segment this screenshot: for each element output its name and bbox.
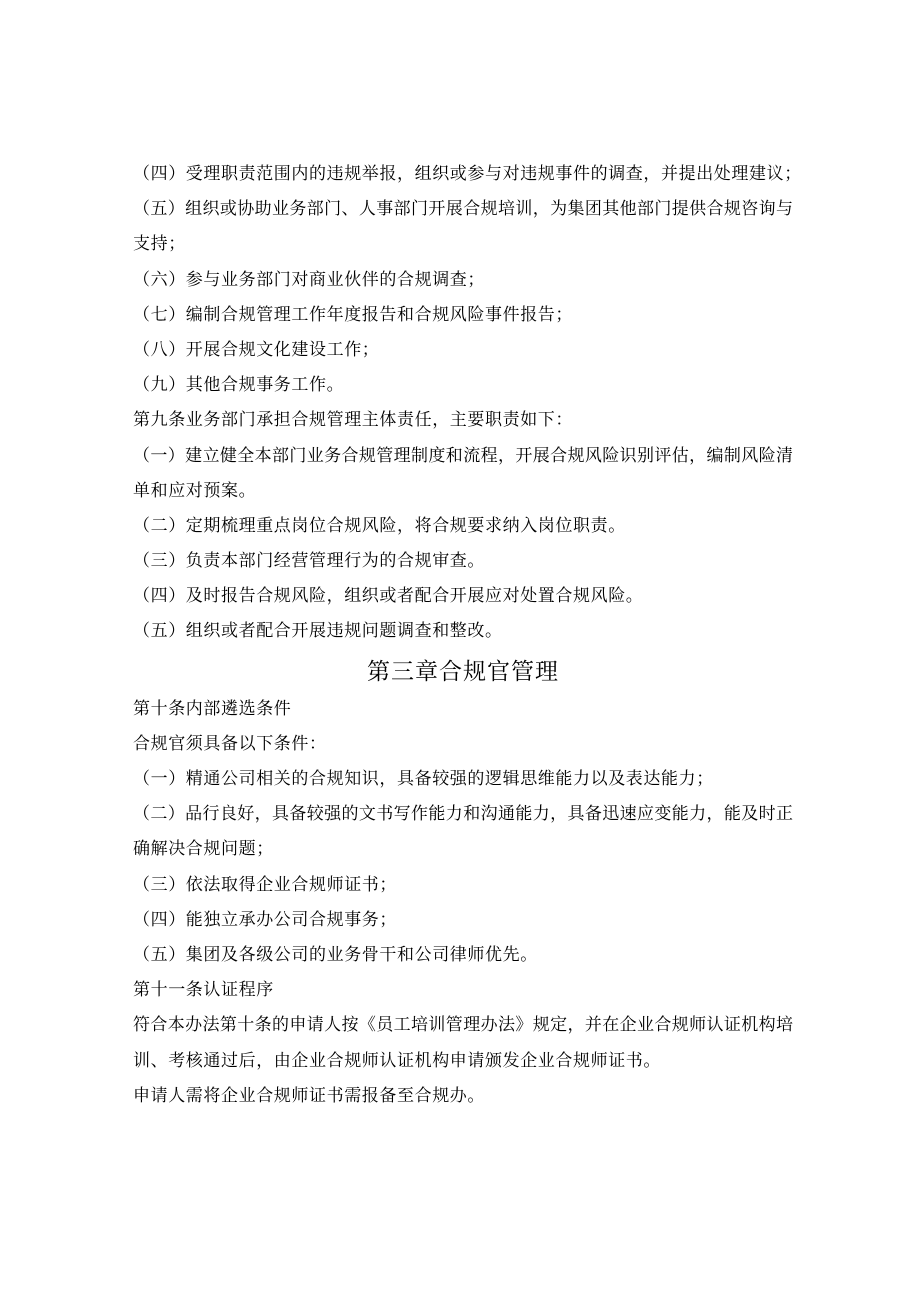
paragraph-line: 符合本办法第十条的申请人按《员工培训管理办法》规定，并在企业合规师认证机构培 bbox=[133, 1015, 793, 1036]
paragraph-line: （五）组织或者配合开展违规问题调查和整改。 bbox=[133, 621, 503, 642]
paragraph-line: （四）能独立承办公司合规事务； bbox=[133, 909, 397, 930]
paragraph-line: （五）组织或协助业务部门、人事部门开展合规培训，为集团其他部门提供合规咨询与 bbox=[133, 199, 793, 220]
paragraph-line: （九）其他合规事务工作。 bbox=[133, 375, 345, 396]
paragraph-line: （四）受理职责范围内的违规举报，组织或参与对违规事件的调查，并提出处理建议； bbox=[133, 164, 802, 184]
article-title: 第十条内部遴选条件 bbox=[133, 698, 292, 719]
paragraph-line: 申请人需将企业合规师证书需报备至合规办。 bbox=[133, 1085, 485, 1106]
article-title: 第九条业务部门承担合规管理主体责任，主要职责如下： bbox=[133, 410, 573, 431]
paragraph-line: （三）负责本部门经营管理行为的合规审查。 bbox=[133, 551, 485, 572]
paragraph-line: （一）精通公司相关的合规知识，具备较强的逻辑思维能力以及表达能力； bbox=[133, 769, 714, 789]
paragraph-line: （一）建立健全本部门业务合规管理制度和流程，开展合规风险识别评估，编制风险清 bbox=[133, 445, 793, 466]
paragraph-line: （六）参与业务部门对商业伙伴的合规调查； bbox=[133, 269, 485, 290]
paragraph-line: （二）品行良好，具备较强的文书写作能力和沟通能力，具备迅速应变能力，能及时正 bbox=[133, 804, 793, 825]
document-page bbox=[133, 157, 802, 1114]
paragraph-line: 训、考核通过后，由企业合规师认证机构申请颁发企业合规师证书。 bbox=[133, 1050, 661, 1071]
paragraph-line: （八）开展合规文化建设工作； bbox=[133, 339, 380, 360]
paragraph-line: 单和应对预案。 bbox=[133, 480, 257, 501]
paragraph-line: （四）及时报告合规风险，组织或者配合开展应对处置合规风险。 bbox=[133, 586, 644, 607]
paragraph-line: （二）定期梳理重点岗位合规风险，将合规要求纳入岗位职责。 bbox=[133, 515, 626, 536]
document-block-2 bbox=[133, 692, 793, 1114]
paragraph-line: 支持； bbox=[133, 234, 186, 255]
paragraph-line: （三）依法取得企业合规师证书； bbox=[133, 874, 397, 895]
paragraph-line: （七）编制合规管理工作年度报告和合规风险事件报告； bbox=[133, 304, 573, 325]
document-block-1 bbox=[133, 157, 802, 650]
paragraph-line: 确解决合规问题； bbox=[133, 839, 274, 860]
paragraph-line: （五）集团及各级公司的业务骨干和公司律师优先。 bbox=[133, 944, 538, 965]
chapter-heading: 第三章合规官管理 bbox=[367, 658, 559, 685]
article-title: 第十一条认证程序 bbox=[133, 980, 274, 1001]
paragraph-line: 合规官须具备以下条件： bbox=[133, 733, 327, 754]
